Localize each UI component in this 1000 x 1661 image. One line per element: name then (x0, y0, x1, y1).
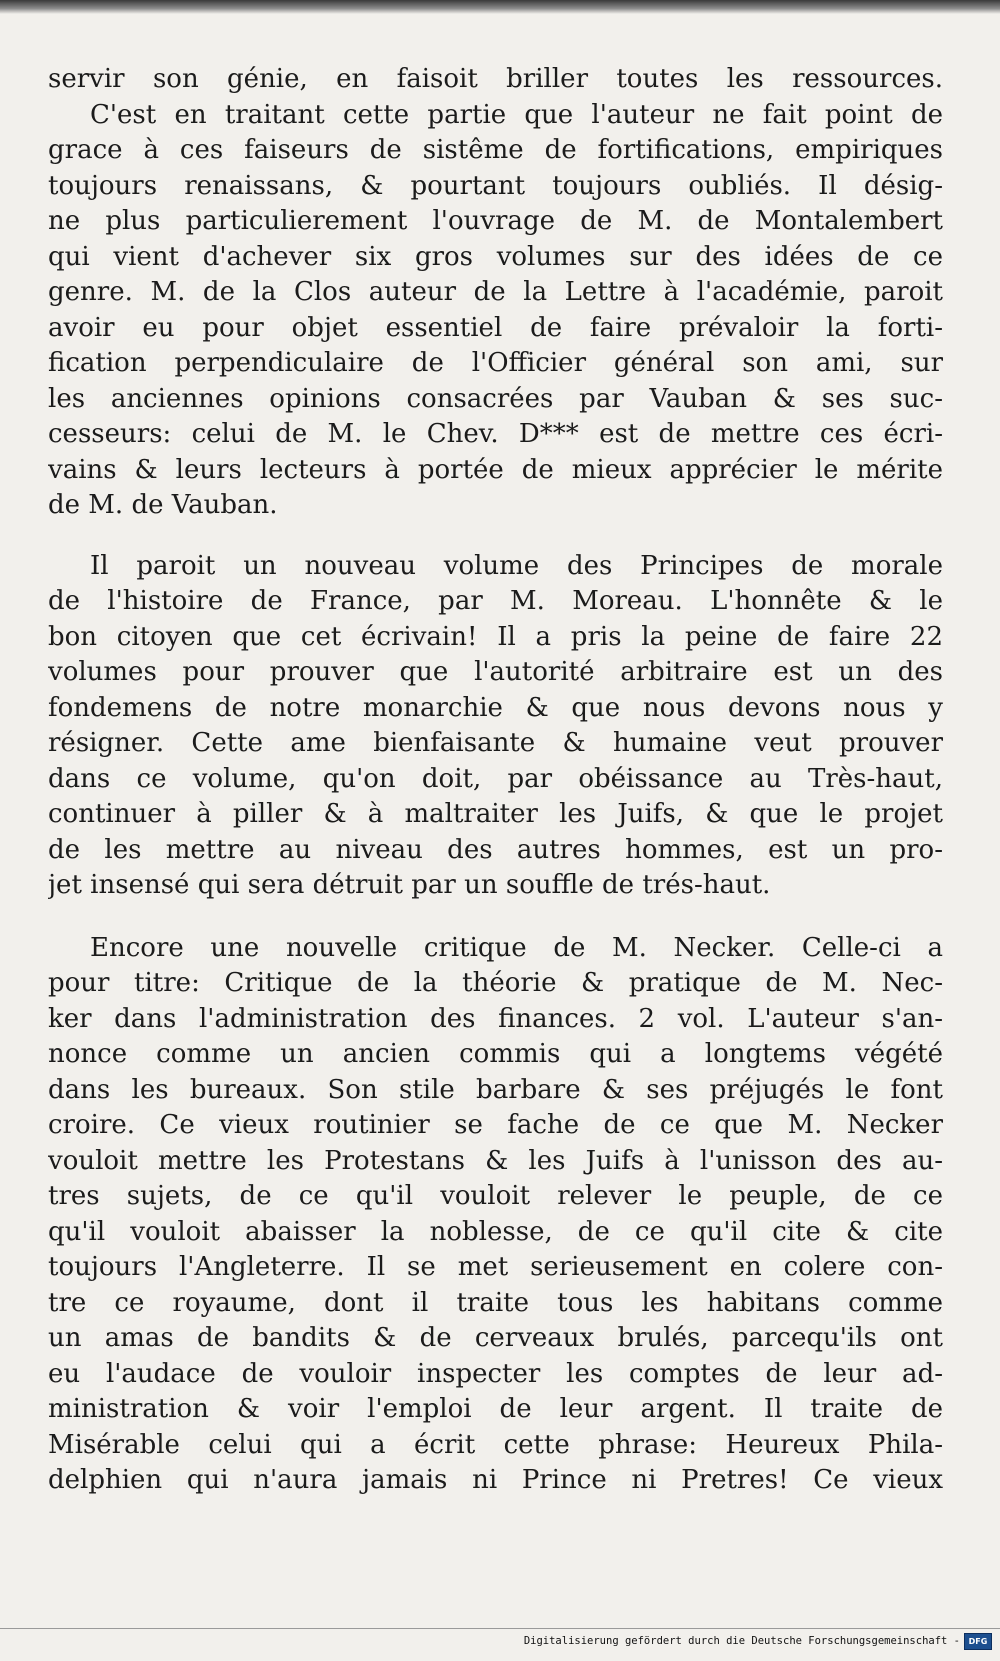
text-line: dans ce volume, qu'on doit, par obéissance au Très-haut, (48, 763, 943, 794)
scan-top-edge (0, 0, 1000, 14)
text-line: pour titre: Critique de la théorie & pratique de M. Nec- (48, 968, 943, 998)
paragraph-fortifications (48, 62, 943, 524)
dfg-credit: Digitalisierung gefördert durch die Deutsche Forschungsgemeinschaft - (523, 1635, 960, 1647)
text-line: toujours l'Angleterre. Il se met serieusement en colere con- (48, 1252, 943, 1282)
text-line: bon citoyen que cet écrivain! Il a pris la peine de faire 22 (48, 621, 943, 652)
text-line: servir son génie, en faisoit briller toutes les ressources. (48, 64, 943, 94)
text-line: eu l'audace de vouloir inspecter les comptes de leur ad- (48, 1358, 943, 1389)
paragraph-necker (48, 931, 943, 1499)
text-line: ne plus particulierement l'ouvrage de M. de Montalembert (48, 206, 943, 236)
text-line: volumes pour prouver que l'autorité arbitraire est un des (48, 657, 943, 687)
text-line: toujours renaissans, & pourtant toujours oubliés. Il désig- (48, 170, 943, 201)
document-page (48, 62, 943, 1499)
dfg-logo-icon: DFG (964, 1633, 992, 1650)
text-line: C'est en traitant cette partie que l'auteur ne fait point de (90, 99, 943, 130)
text-line: cesseurs: celui de M. le Chev. D*** est de mettre ces écri- (48, 419, 943, 449)
text-line: jet insensé qui sera détruit par un souffle de trés-haut. (48, 870, 771, 900)
text-line: de l'histoire de France, par M. Moreau. L'honnête & le (48, 586, 943, 616)
text-line: Misérable celui qui a écrit cette phrase: Heureux Phila- (48, 1429, 943, 1460)
text-line: tres sujets, de ce qu'il vouloit relever le peuple, de ce (48, 1181, 943, 1211)
text-line: tre ce royaume, dont il traite tous les habitans comme (48, 1287, 943, 1318)
text-line: Encore une nouvelle critique de M. Necker. Celle-ci a (90, 932, 943, 963)
text-line: delphien qui n'aura jamais ni Prince ni Pretres! Ce vieux (48, 1465, 943, 1495)
text-line: fication perpendiculaire de l'Officier général son ami, sur (48, 348, 943, 378)
text-line: résigner. Cette ame bienfaisante & humaine veut prouver (48, 728, 943, 758)
text-line: fondemens de notre monarchie & que nous devons nous y (48, 692, 943, 723)
text-line: avoir eu pour objet essentiel de faire prévaloir la forti- (48, 312, 943, 343)
paragraph-moreau (48, 549, 943, 904)
text-line: continuer à piller & à maltraiter les Juifs, & que le projet (48, 799, 943, 829)
text-line: qu'il vouloit abaisser la noblesse, de ce qu'il cite & cite (48, 1216, 943, 1247)
text-line: nonce comme un ancien commis qui a longtems végété (48, 1039, 943, 1069)
text-line: un amas de bandits & de cerveaux brulés, parcequ'ils ont (48, 1323, 943, 1353)
text-line: vouloit mettre les Protestans & les Juifs à l'unisson des au- (48, 1145, 943, 1176)
paragraph-gap (48, 524, 943, 549)
text-line: croire. Ce vieux routinier se fache de ce que M. Necker (48, 1110, 943, 1140)
digitization-footer (0, 1628, 1000, 1661)
text-line: dans les bureaux. Son stile barbare & ses préjugés le font (48, 1074, 943, 1105)
text-line: genre. M. de la Clos auteur de la Lettre à l'académie, paroit (48, 277, 943, 307)
text-line: grace à ces faiseurs de sistême de fortifications, empiriques (48, 135, 943, 165)
text-line: ministration & voir l'emploi de leur argent. Il traite de (48, 1394, 943, 1424)
text-line: de M. de Vauban. (48, 490, 278, 520)
paragraph-gap (48, 904, 943, 931)
text-line: qui vient d'achever six gros volumes sur des idées de ce (48, 241, 943, 272)
text-line: ker dans l'administration des finances. 2 vol. L'auteur s'an- (48, 1003, 943, 1034)
text-line: vains & leurs lecteurs à portée de mieux apprécier le mérite (48, 454, 943, 485)
text-line: les anciennes opinions consacrées par Vauban & ses suc- (48, 383, 943, 414)
text-line: Il paroit un nouveau volume des Principes de morale (90, 550, 943, 581)
text-line: de les mettre au niveau des autres hommes, est un pro- (48, 834, 943, 865)
